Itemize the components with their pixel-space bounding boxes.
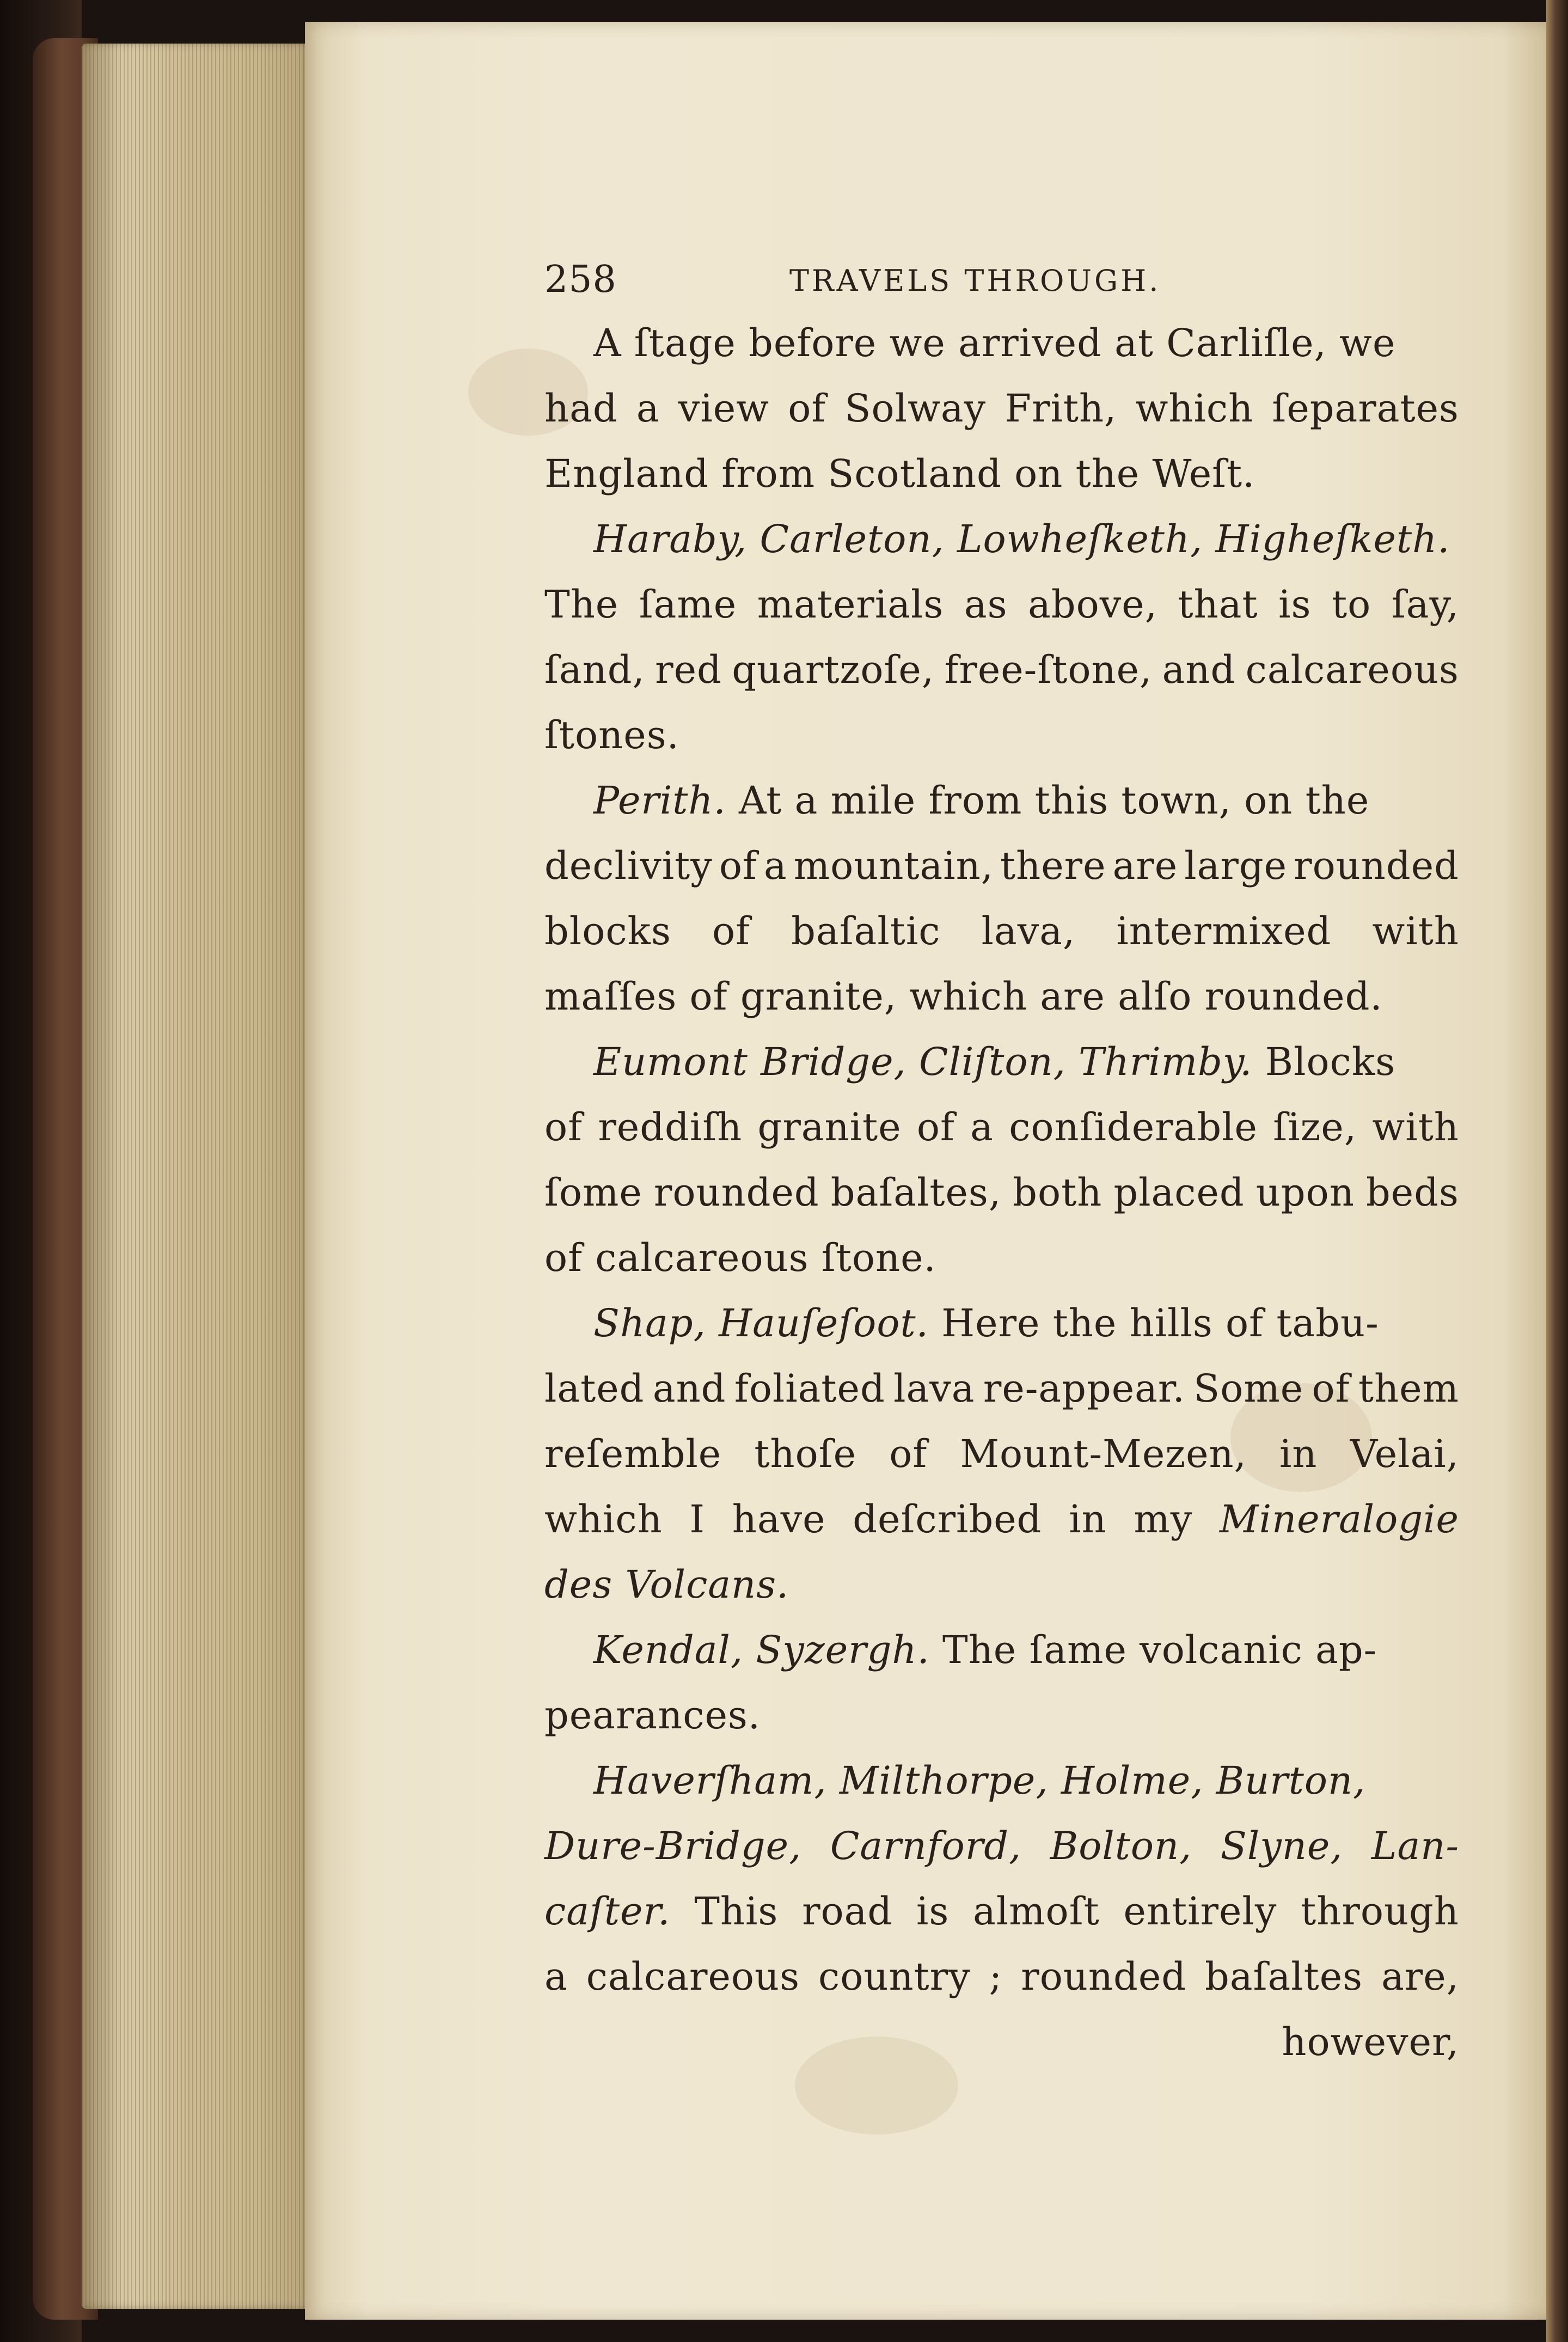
- word: calcareous: [1245, 647, 1459, 692]
- italic-text: Kendal, Syzergh.: [593, 1628, 930, 1672]
- page-header: [544, 250, 1459, 310]
- word: view: [678, 386, 770, 431]
- word: large: [1184, 843, 1288, 888]
- text-line: [544, 1160, 1459, 1225]
- italic-text: Haverſham, Milthorpe, Holme, Burton,: [593, 1758, 1366, 1803]
- text-line: [544, 310, 1459, 376]
- word: caſter.: [544, 1889, 671, 1934]
- word: them: [1358, 1366, 1459, 1411]
- word: reddiſh: [598, 1105, 743, 1149]
- page-edges: [82, 44, 310, 2309]
- text-line: [544, 1683, 1459, 1748]
- text-line: [544, 768, 1459, 833]
- text-line: [544, 2009, 1459, 2075]
- word: entirely: [1123, 1889, 1277, 1934]
- roman-text: Here the hills of tabu-: [928, 1301, 1379, 1346]
- text-line: [544, 1421, 1459, 1487]
- word: upon: [1255, 1170, 1355, 1215]
- word: red: [655, 647, 722, 692]
- word: quartzoſe,: [732, 647, 935, 692]
- text-line: [544, 1356, 1459, 1421]
- text-line: [544, 1552, 1459, 1617]
- text-line: [544, 1487, 1459, 1552]
- word: have: [732, 1497, 826, 1542]
- text-line: [544, 702, 1459, 768]
- word: placed: [1113, 1170, 1245, 1215]
- text-line: [544, 441, 1459, 506]
- word: a: [970, 1105, 994, 1149]
- word: of: [1312, 1366, 1350, 1411]
- roman-text: The ſame volcanic ap-: [929, 1628, 1377, 1672]
- word: had: [544, 386, 618, 431]
- roman-text: A ſtage before we arrived at Carliſle, we: [593, 321, 1396, 365]
- roman-text: however,: [1282, 2020, 1459, 2064]
- roman-text: of calcareous ſtone.: [544, 1236, 936, 1280]
- word: which: [1135, 386, 1254, 431]
- next-page-edge: [1546, 0, 1568, 2342]
- word: to: [1332, 582, 1371, 627]
- word: beds: [1365, 1170, 1459, 1215]
- word: lava: [893, 1366, 975, 1411]
- word: deſcribed: [853, 1497, 1042, 1542]
- word: Frith,: [1004, 386, 1117, 431]
- text-line: [544, 1225, 1459, 1291]
- word: country: [818, 1954, 971, 1999]
- word: above,: [1028, 582, 1157, 627]
- word: that: [1178, 582, 1258, 627]
- text-line: [544, 1748, 1459, 1813]
- word: which: [544, 1497, 663, 1542]
- word: thoſe: [754, 1432, 857, 1476]
- italic-text: Perith.: [593, 778, 726, 823]
- text-line: [544, 1029, 1459, 1094]
- word: through: [1301, 1889, 1459, 1934]
- word: and: [1162, 647, 1236, 692]
- word: as: [964, 582, 1008, 627]
- roman-text: Blocks: [1252, 1039, 1396, 1084]
- word: Solway: [844, 386, 987, 431]
- roman-text: pearances.: [544, 1693, 761, 1738]
- italic-text: Shap, Hauſeſoot.: [593, 1301, 929, 1346]
- word: with: [1372, 909, 1459, 953]
- word: almoſt: [973, 1889, 1100, 1934]
- word: lava,: [981, 909, 1076, 953]
- word: of: [712, 909, 751, 953]
- word: materials: [757, 582, 944, 627]
- word: with: [1372, 1105, 1459, 1149]
- roman-text: At a mile from this town, on the: [726, 778, 1370, 823]
- word: ſame: [639, 582, 737, 627]
- italic-text: Eumont Bridge, Cliſton, Thrimby.: [593, 1039, 1253, 1084]
- word: ſeparates: [1272, 386, 1459, 431]
- word: in: [1279, 1432, 1318, 1476]
- word: calcareous: [586, 1954, 800, 1999]
- word: Velai,: [1350, 1432, 1459, 1476]
- word: Some: [1193, 1366, 1304, 1411]
- word: both: [1013, 1170, 1102, 1215]
- word: ſize,: [1273, 1105, 1357, 1149]
- word: ſay,: [1391, 582, 1459, 627]
- word: blocks: [544, 909, 671, 953]
- word: mountain,: [793, 843, 994, 888]
- roman-text: England from Scotland on the Weſt.: [544, 451, 1255, 496]
- word: baſaltes,: [830, 1170, 1002, 1215]
- text-line: [544, 1617, 1459, 1683]
- word: conſiderable: [1009, 1105, 1258, 1149]
- word: of: [719, 843, 757, 888]
- roman-text: maſſes of granite, which are alſo rounded.: [544, 974, 1383, 1019]
- italic-text: des Volcans.: [544, 1562, 789, 1607]
- word: a: [636, 386, 660, 431]
- word: there: [1000, 843, 1106, 888]
- word: of: [788, 386, 826, 431]
- word: ſand,: [544, 647, 645, 692]
- word: baſaltic: [791, 909, 941, 953]
- word: lated: [544, 1366, 645, 1411]
- word: intermixed: [1116, 909, 1332, 953]
- word: is: [1278, 582, 1312, 627]
- text-line: [544, 964, 1459, 1029]
- word: baſaltes: [1205, 1954, 1363, 1999]
- word: ſome: [544, 1170, 642, 1215]
- word: in: [1069, 1497, 1107, 1542]
- word: Bolton,: [1050, 1824, 1192, 1868]
- text-line: [544, 572, 1459, 637]
- text-line: [544, 637, 1459, 702]
- word: of: [889, 1432, 928, 1476]
- word: rounded: [1021, 1954, 1187, 1999]
- word: foliated: [734, 1366, 885, 1411]
- text-line: [544, 1879, 1459, 1944]
- word: road: [802, 1889, 893, 1934]
- text-line: [544, 1813, 1459, 1879]
- text-line: [544, 376, 1459, 441]
- word: ;: [989, 1954, 1003, 1999]
- word: This: [694, 1889, 779, 1934]
- word: Dure-Bridge,: [544, 1824, 802, 1868]
- word: granite: [757, 1105, 902, 1149]
- running-head: TRAVELS THROUGH.: [789, 264, 1161, 298]
- word: Mount-Mezen,: [960, 1432, 1247, 1476]
- text-line: [544, 1944, 1459, 2009]
- text-line: [544, 1291, 1459, 1356]
- word: rounded: [1294, 843, 1459, 888]
- word: Lan-: [1371, 1824, 1459, 1868]
- word: Carnford,: [830, 1824, 1022, 1868]
- word: a: [544, 1954, 568, 1999]
- word: re-appear.: [983, 1366, 1185, 1411]
- text-line: [544, 1094, 1459, 1160]
- word: of: [916, 1105, 955, 1149]
- word: are: [1112, 843, 1178, 888]
- roman-text: ſtones.: [544, 713, 679, 757]
- page-number: 258: [544, 258, 617, 301]
- word: rounded: [653, 1170, 819, 1215]
- word: Slyne,: [1220, 1824, 1343, 1868]
- word: is: [916, 1889, 950, 1934]
- word: free-ſtone,: [944, 647, 1153, 692]
- word: my: [1134, 1497, 1193, 1542]
- word: reſemble: [544, 1432, 722, 1476]
- word: declivity: [544, 843, 713, 888]
- text-line: [544, 898, 1459, 964]
- text-block: [544, 250, 1459, 2075]
- word: a: [763, 843, 787, 888]
- word: I: [689, 1497, 706, 1542]
- body-text: [544, 310, 1459, 2075]
- word: are,: [1381, 1954, 1459, 1999]
- text-line: [544, 833, 1459, 898]
- word: The: [544, 582, 619, 627]
- text-line: [544, 506, 1459, 572]
- word: of: [544, 1105, 583, 1149]
- italic-text: Haraby, Carleton, Lowheſketh, Higheſketh.: [593, 517, 1450, 561]
- word: Mineralogie: [1220, 1497, 1459, 1542]
- word: and: [652, 1366, 726, 1411]
